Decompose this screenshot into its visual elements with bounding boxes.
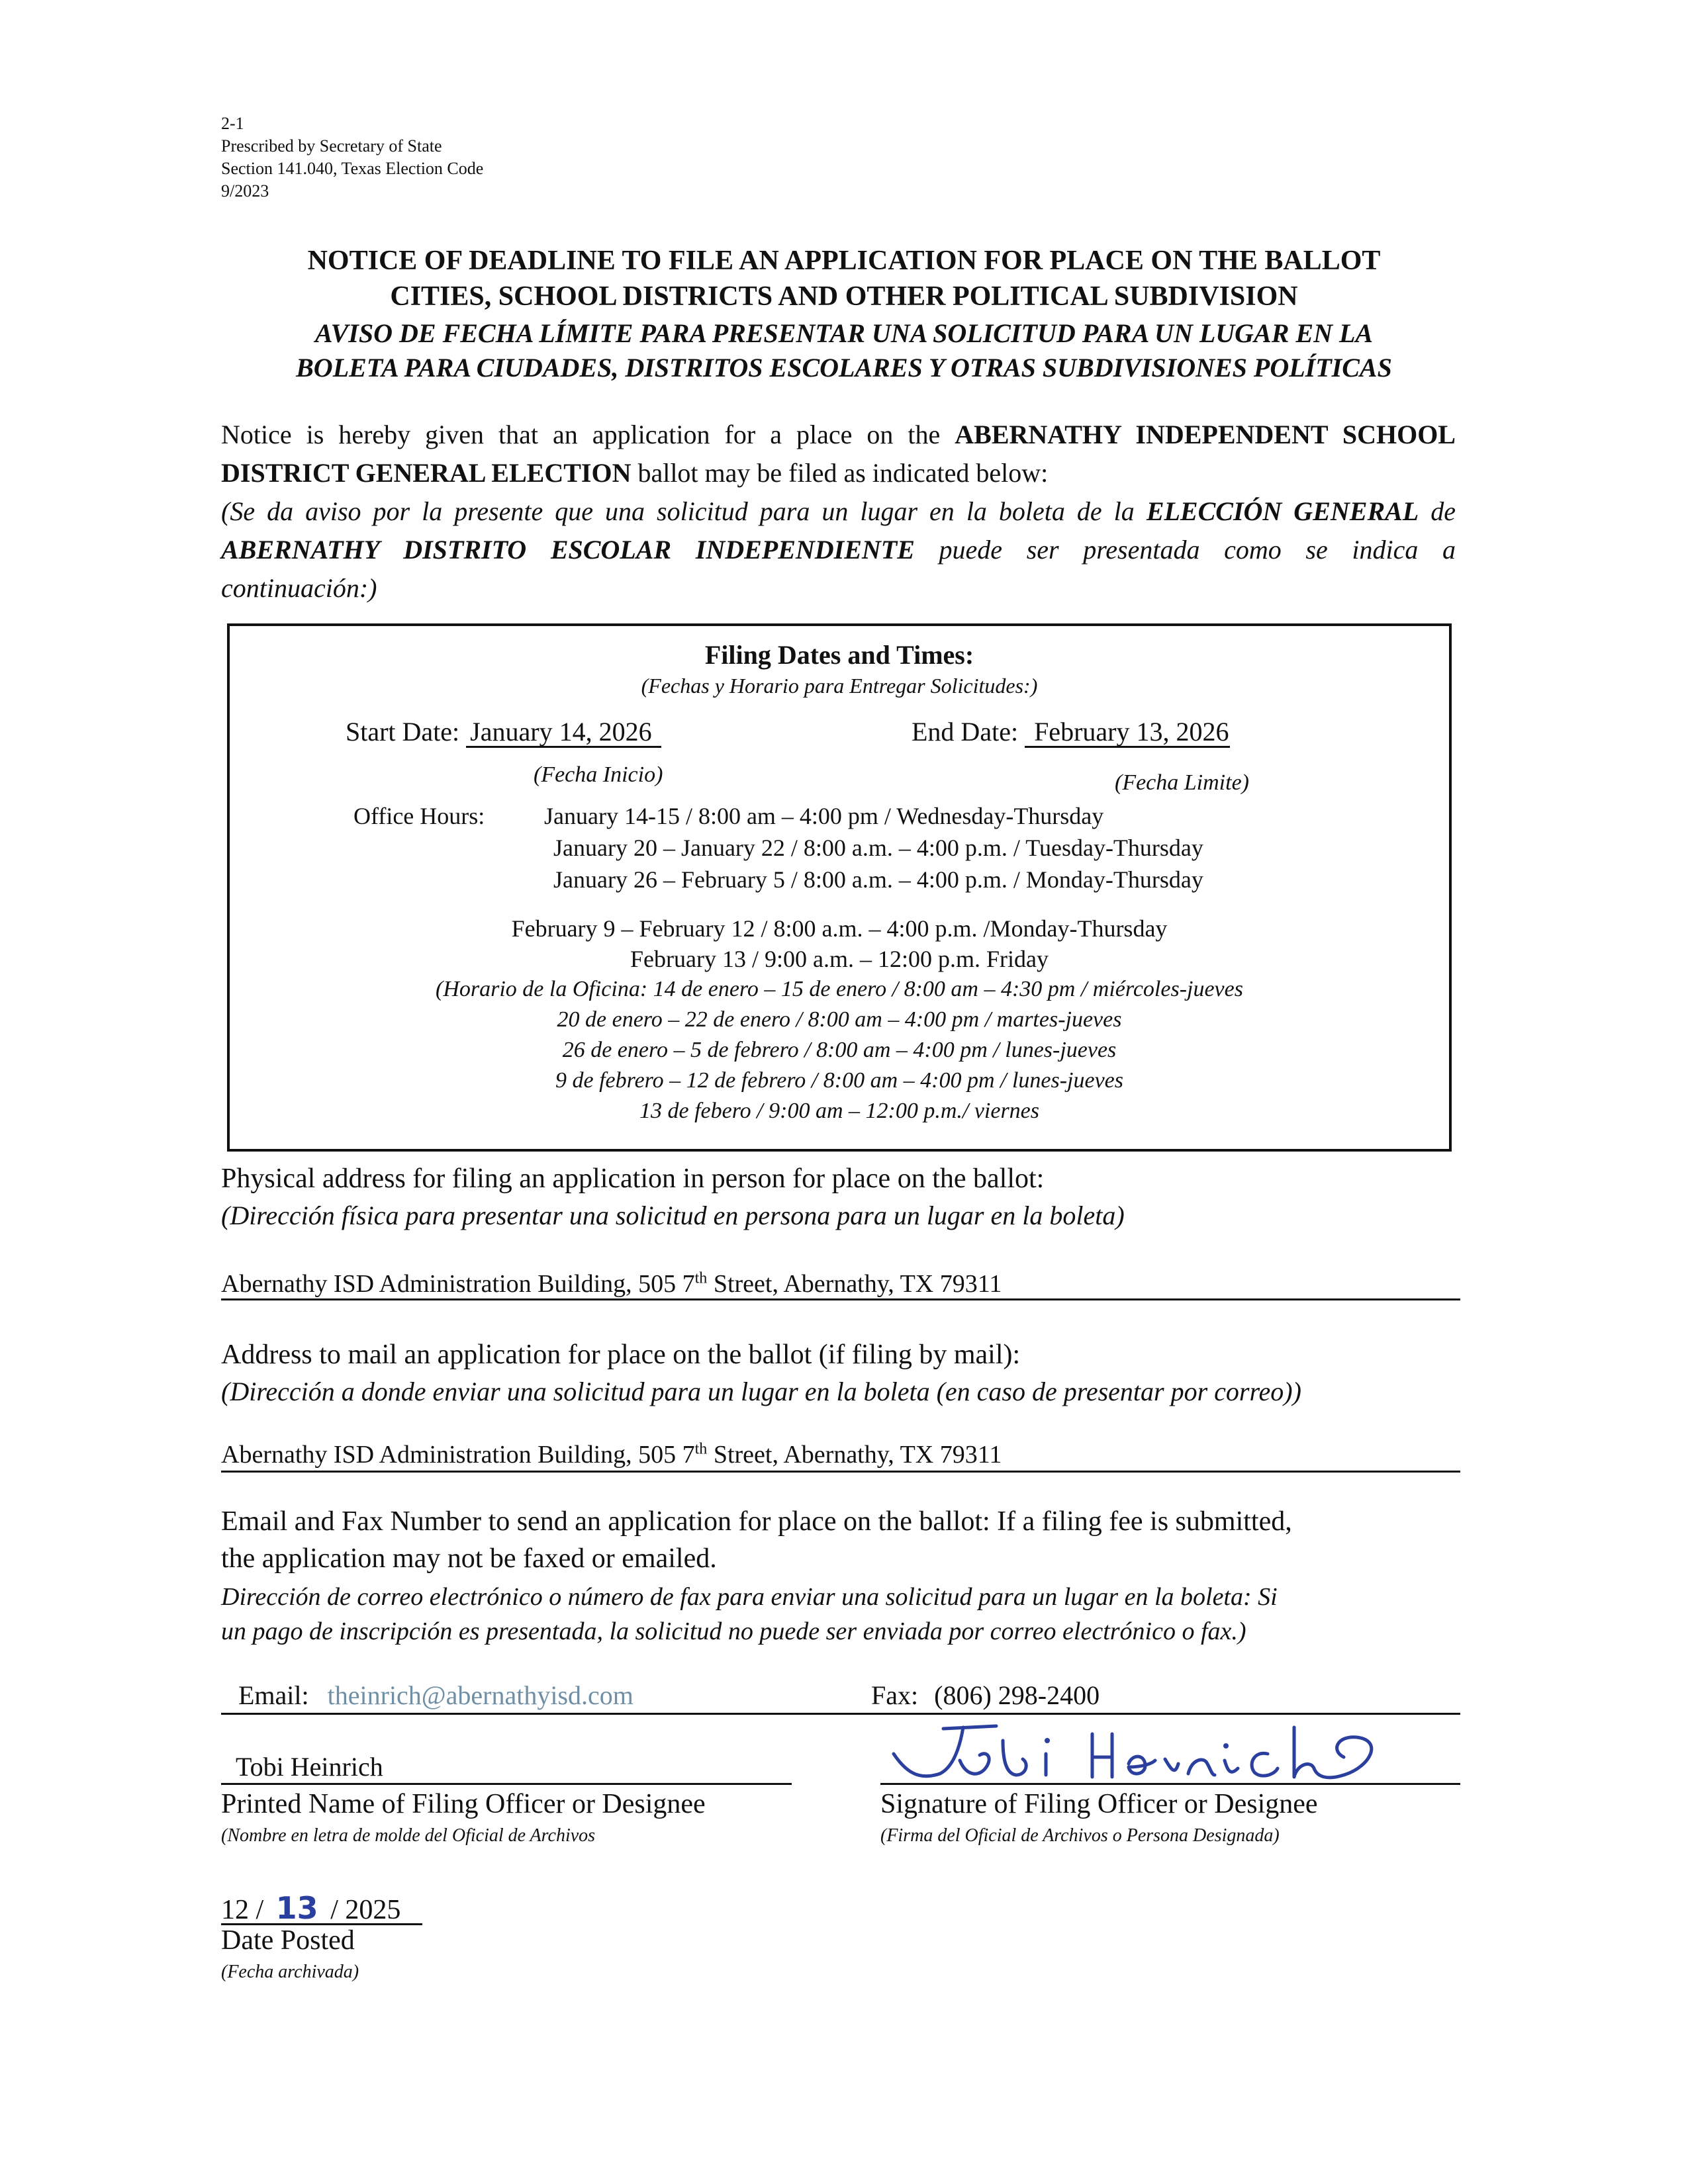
start-date-label: Start Date: (346, 717, 460, 747)
email-fax-label-2: the application may not be faxed or emailed. (221, 1543, 717, 1574)
form-revision-date: 9/2023 (221, 181, 269, 201)
hours-es-line: (Horario de la Oficina: 14 de enero – 15 de enero / 8:00 am – 4:30 pm / miércoles-jueves (436, 977, 1243, 1001)
email-value[interactable]: theinrich@abernathyisd.com (327, 1680, 633, 1710)
date-posted-day-handwritten: 13 (275, 1890, 318, 1926)
hours-line: February 9 – February 12 / 8:00 a.m. – 4:00 p.m. /Monday-Thursday (511, 915, 1168, 942)
hours-line: February 13 / 9:00 a.m. – 12:00 p.m. Friday (630, 946, 1049, 972)
physical-address-label: Physical address for filing an application in person for place on the ballot: (221, 1163, 1045, 1194)
notice-en-intro: Notice is hereby given that an application for a place on the (221, 420, 941, 449)
printed-name-label-es: (Nombre en letra de molde del Oficial de Archivos (221, 1825, 596, 1846)
hours-line: January 26 – February 5 / 8:00 a.m. – 4:00 p.m. / Monday-Thursday (553, 866, 1203, 893)
date-posted-label-es: (Fecha archivada) (221, 1962, 359, 1982)
hours-es-line: 9 de febrero – 12 de febrero / 8:00 am – 4:00 pm / lunes-jueves (555, 1068, 1123, 1093)
mail-address-label-es: (Dirección a donde enviar una solicitud para un lugar en la boleta (en caso de presentar por correo)) (221, 1377, 1301, 1406)
physical-address-label-es: (Dirección física para presentar una solicitud en persona para un lugar en la boleta) (221, 1201, 1125, 1230)
notice-es-de: de (1430, 496, 1456, 526)
physical-address-part: Abernathy ISD Administration Building, 505 7 (221, 1270, 695, 1298)
form-header (221, 113, 483, 203)
mail-address-underline (221, 1471, 1460, 1473)
physical-address-part: Street, Abernathy, TX 79311 (707, 1270, 1002, 1298)
end-date-row (912, 716, 1230, 748)
email-fax-es-2: un pago de inscripción es presentada, la solicitud no puede ser enviada por correo electrónico o fax.) (221, 1617, 1246, 1645)
notice-es-entity-2: ABERNATHY DISTRITO ESCOLAR INDEPENDIENTE (221, 535, 915, 565)
signature-label-es: (Firma del Oficial de Archivos o Persona Designada) (880, 1825, 1280, 1846)
title-es-line-2: BOLETA PARA CIUDADES, DISTRITOS ESCOLARES Y OTRAS SUBDIVISIONES POLÍTICAS (296, 353, 1392, 383)
form-number: 2-1 (221, 114, 244, 133)
date-posted-year: / 2025 (330, 1895, 401, 1925)
physical-address-value (221, 1269, 1002, 1298)
mail-address-part: Street, Abernathy, TX 79311 (707, 1441, 1002, 1469)
email-fax-es-1: Dirección de correo electrónico o número de fax para enviar una solicitud para un lugar en la boleta: Si (221, 1583, 1278, 1611)
filing-dates-box (227, 623, 1452, 1152)
title-es-line-1: AVISO DE FECHA LÍMITE PARA PRESENTAR UNA SOLICITUD PARA UN LUGAR EN LA (314, 318, 1374, 348)
notice-en-tail: ballot may be filed as indicated below: (637, 458, 1049, 488)
notice-en-line-2 (221, 454, 1048, 492)
signature-label: Signature of Filing Officer or Designee (880, 1789, 1318, 1819)
filing-subtitle: (Fechas y Horario para Entregar Solicitudes:) (641, 674, 1038, 698)
date-posted-label: Date Posted (221, 1925, 355, 1956)
start-date-es: (Fecha Inicio) (534, 762, 663, 787)
title-line-1: NOTICE OF DEADLINE TO FILE AN APPLICATION FOR PLACE ON THE BALLOT (307, 246, 1381, 276)
hours-es-line: 26 de enero – 5 de febrero / 8:00 am – 4:00 pm / lunes-jueves (562, 1038, 1117, 1062)
date-posted-month: 12 / (221, 1895, 264, 1925)
mail-address-label: Address to mail an application for place on the ballot (if filing by mail): (221, 1340, 1021, 1370)
email-row (238, 1680, 633, 1711)
hours-es-line: 13 de febero / 9:00 am – 12:00 p.m./ viernes (639, 1099, 1039, 1123)
printed-name-underline (221, 1783, 792, 1785)
mail-address-part: Abernathy ISD Administration Building, 505 7 (221, 1441, 695, 1469)
signature-drawing (880, 1714, 1410, 1794)
officer-printed-name: Tobi Heinrich (236, 1752, 383, 1782)
email-label: Email: (238, 1680, 309, 1710)
start-date-value: January 14, 2026 (466, 718, 661, 748)
notice-es-end: continuación:) (221, 573, 377, 603)
signature-underline (880, 1783, 1460, 1785)
filing-title: Filing Dates and Times: (704, 640, 974, 670)
email-fax-label-1: Email and Fax Number to send an application for place on the ballot: If a filing fee is submitted, (221, 1506, 1292, 1537)
end-date-value: February 13, 2026 (1025, 718, 1230, 748)
fax-label: Fax: (871, 1680, 919, 1710)
hours-es-line: 20 de enero – 22 de enero / 8:00 am – 4:00 pm / martes-jueves (557, 1007, 1122, 1032)
end-date-es: (Fecha Limite) (1115, 770, 1249, 795)
hours-line: January 20 – January 22 / 8:00 a.m. – 4:00 p.m. / Tuesday-Thursday (553, 835, 1203, 861)
notice-es-intro: (Se da aviso por la presente que una solicitud para un lugar en la boleta de la (221, 496, 1135, 526)
notice-en-entity-2: DISTRICT GENERAL ELECTION (221, 458, 632, 488)
mail-address-superscript: th (694, 1440, 708, 1458)
end-date-label: End Date: (912, 717, 1019, 747)
printed-name-label: Printed Name of Filing Officer or Designee (221, 1789, 706, 1819)
title-line-2: CITIES, SCHOOL DISTRICTS AND OTHER POLITICAL SUBDIVISION (390, 281, 1298, 312)
prescribed-by: Prescribed by Secretary of State (221, 136, 442, 156)
office-hours-label: Office Hours: (353, 803, 485, 829)
notice-es-line-2 (221, 531, 1456, 569)
notice-es-entity-1: ELECCIÓN GENERAL (1146, 496, 1419, 526)
physical-address-underline (221, 1298, 1460, 1300)
hours-line: January 14-15 / 8:00 am – 4:00 pm / Wednesday-Thursday (544, 803, 1104, 829)
notice-en-line-1 (221, 416, 1456, 454)
notice-es-line-1 (221, 492, 1456, 531)
fax-row (871, 1680, 1100, 1711)
start-date-row (346, 716, 661, 748)
physical-address-superscript: th (694, 1269, 708, 1287)
notice-es-tail: puede ser presentada como se indica a (939, 535, 1456, 565)
notice-en-entity-1: ABERNATHY INDEPENDENT SCHOOL (955, 420, 1456, 449)
election-code-section: Section 141.040, Texas Election Code (221, 159, 484, 178)
date-posted-value (221, 1890, 400, 1926)
fax-value: (806) 298-2400 (934, 1680, 1100, 1710)
mail-address-value (221, 1440, 1002, 1469)
